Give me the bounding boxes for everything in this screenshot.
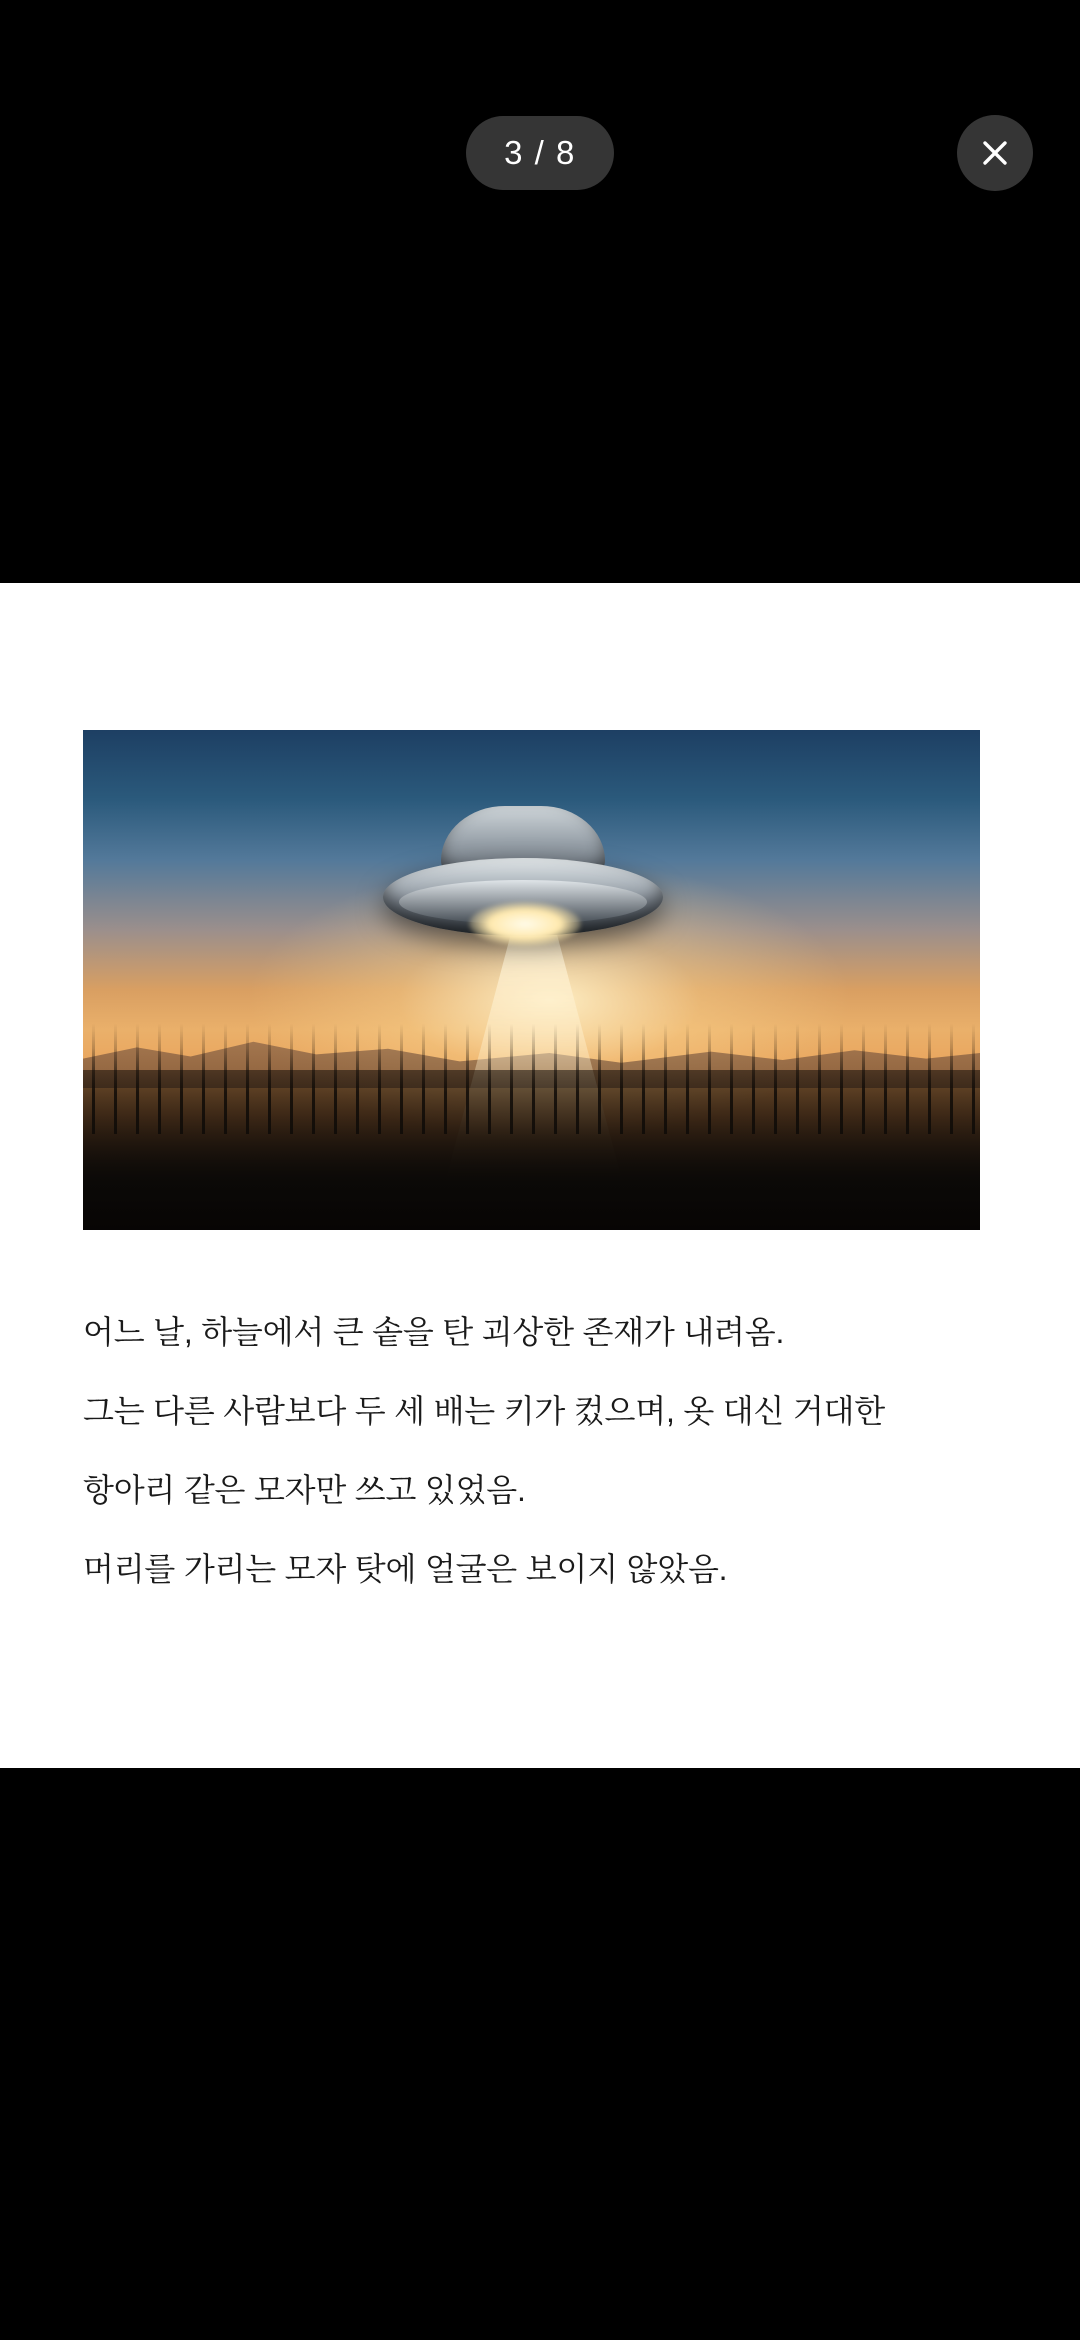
- ufo-illustration: [83, 730, 980, 1230]
- sky-background: [83, 730, 980, 1230]
- page-counter: 3 / 8: [466, 116, 614, 190]
- story-paragraph: [83, 1293, 1003, 1609]
- flying-saucer-icon: [383, 806, 663, 956]
- close-icon: [978, 136, 1012, 170]
- story-line: 머리를 가리는 모자 탓에 얼굴은 보이지 않았음.: [83, 1551, 728, 1587]
- content-sheet: [0, 583, 1080, 1768]
- story-line: 어느 날, 하늘에서 큰 솥을 탄 괴상한 존재가 내려옴.: [83, 1314, 785, 1350]
- story-line: 그는 다른 사람보다 두 세 배는 키가 컸으며, 옷 대신 거대한: [83, 1393, 885, 1429]
- close-button[interactable]: [957, 115, 1033, 191]
- field-foreground: [83, 1070, 980, 1230]
- story-line: 항아리 같은 모자만 쓰고 있었음.: [83, 1472, 526, 1508]
- saucer-glow: [469, 902, 581, 946]
- viewer-topbar: [0, 0, 1080, 230]
